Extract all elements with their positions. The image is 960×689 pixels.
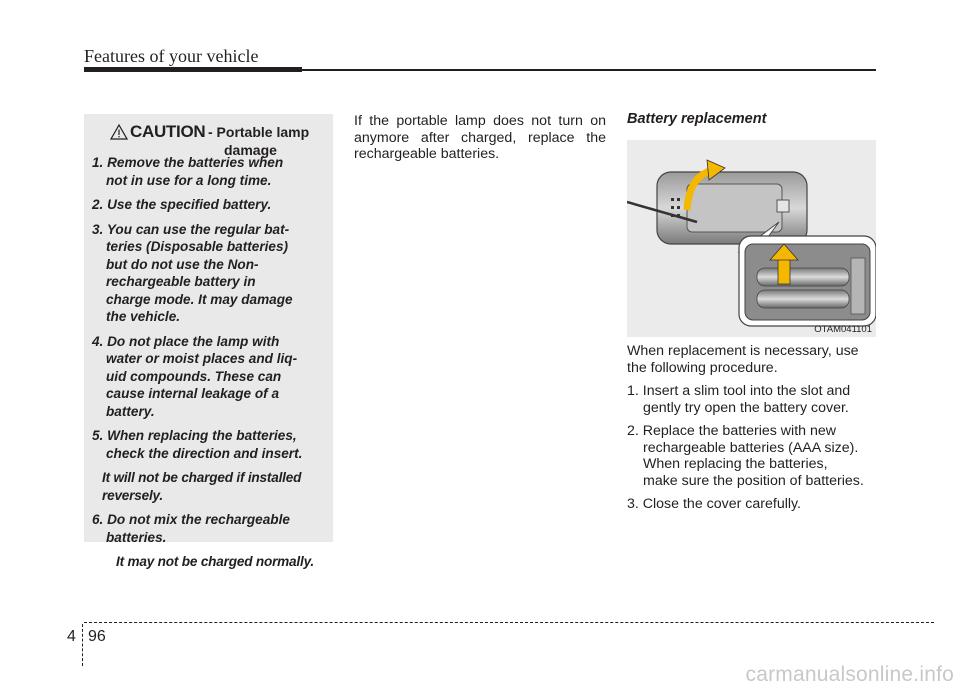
procedure-step-1	[627, 383, 879, 416]
warning-triangle-icon	[110, 124, 128, 140]
caution-line: teries (Disposable batteries)	[106, 239, 289, 254]
header-rule-thin	[302, 69, 876, 71]
step-line: rechargeable batteries (AAA size).	[643, 439, 859, 456]
caution-line: not in use for a long time.	[106, 172, 272, 188]
footer-rule	[84, 622, 934, 623]
step-line: 2. Replace the batteries with new	[627, 423, 836, 439]
caution-line: 1. Remove the batteries when	[92, 155, 284, 170]
battery-replacement-figure	[627, 140, 876, 337]
caution-line: cause internal leakage of a	[106, 386, 280, 401]
caution-line: the vehicle.	[106, 309, 181, 324]
caution-item-5	[92, 427, 325, 462]
caution-word: CAUTION	[130, 122, 206, 141]
caution-item-1	[92, 154, 325, 189]
caution-item-4	[92, 333, 325, 421]
caution-line: charge mode. It may damage	[106, 291, 293, 307]
caution-note-5	[102, 469, 325, 504]
caution-item-6	[92, 511, 325, 546]
step-line: When replacing the batteries,	[643, 456, 828, 472]
caution-line: battery.	[106, 403, 155, 419]
caution-box	[84, 114, 333, 569]
caution-line: rechargeable battery in	[106, 274, 256, 289]
footer-divider	[82, 624, 83, 666]
caution-line: 2. Use the specified battery.	[92, 197, 272, 212]
caution-note-6: It may not be charged normally.	[116, 554, 315, 569]
step-line: make sure the position of batteries.	[643, 472, 864, 489]
procedure-step-3	[627, 496, 879, 513]
portable-lamp-illustration	[627, 140, 876, 337]
caution-line: check the direction and insert.	[106, 445, 303, 461]
figure-code: OTAM041101	[814, 324, 872, 335]
caution-line: water or moist places and liq-	[106, 351, 298, 366]
procedure-text	[627, 343, 879, 520]
caution-line: It will not be charged if installed	[102, 470, 302, 485]
caution-item-3	[92, 221, 325, 326]
caution-line: uid compounds. These can	[106, 368, 282, 384]
procedure-step-2	[627, 423, 879, 489]
caution-item-2	[92, 196, 325, 214]
step-line: 3. Close the cover carefully.	[627, 496, 802, 512]
caution-line: 4. Do not place the lamp with	[92, 333, 280, 349]
step-line: 1. Insert a slim tool into the slot and	[627, 383, 851, 399]
body-paragraph: If the portable lamp does not turn on anymore after charged, replace the rechargeable batteries.	[354, 113, 606, 162]
step-line: gently try open the battery cover.	[643, 399, 849, 416]
section-title: Battery replacement	[627, 111, 767, 127]
caution-line: reversely.	[102, 487, 163, 503]
caution-line: batteries.	[106, 529, 167, 545]
caution-line: 6. Do not mix the rechargeable	[92, 512, 290, 527]
caution-list	[92, 154, 325, 571]
caution-subtitle-1: - Portable lamp	[208, 124, 310, 140]
caution-subtitle-2: damage	[224, 142, 277, 158]
page-number: 96	[88, 628, 106, 645]
caution-line: but do not use the Non-	[106, 256, 259, 272]
procedure-intro: When replacement is necessary, use the following procedure.	[627, 343, 859, 376]
caution-line: 3. You can use the regular bat-	[92, 221, 290, 237]
header-rule-thick	[84, 67, 302, 72]
page-header-title: Features of your vehicle	[84, 46, 259, 66]
site-watermark: carmanualsonline.info	[745, 663, 954, 686]
chapter-number: 4	[67, 628, 76, 645]
caution-line: 5. When replacing the batteries,	[92, 428, 297, 443]
